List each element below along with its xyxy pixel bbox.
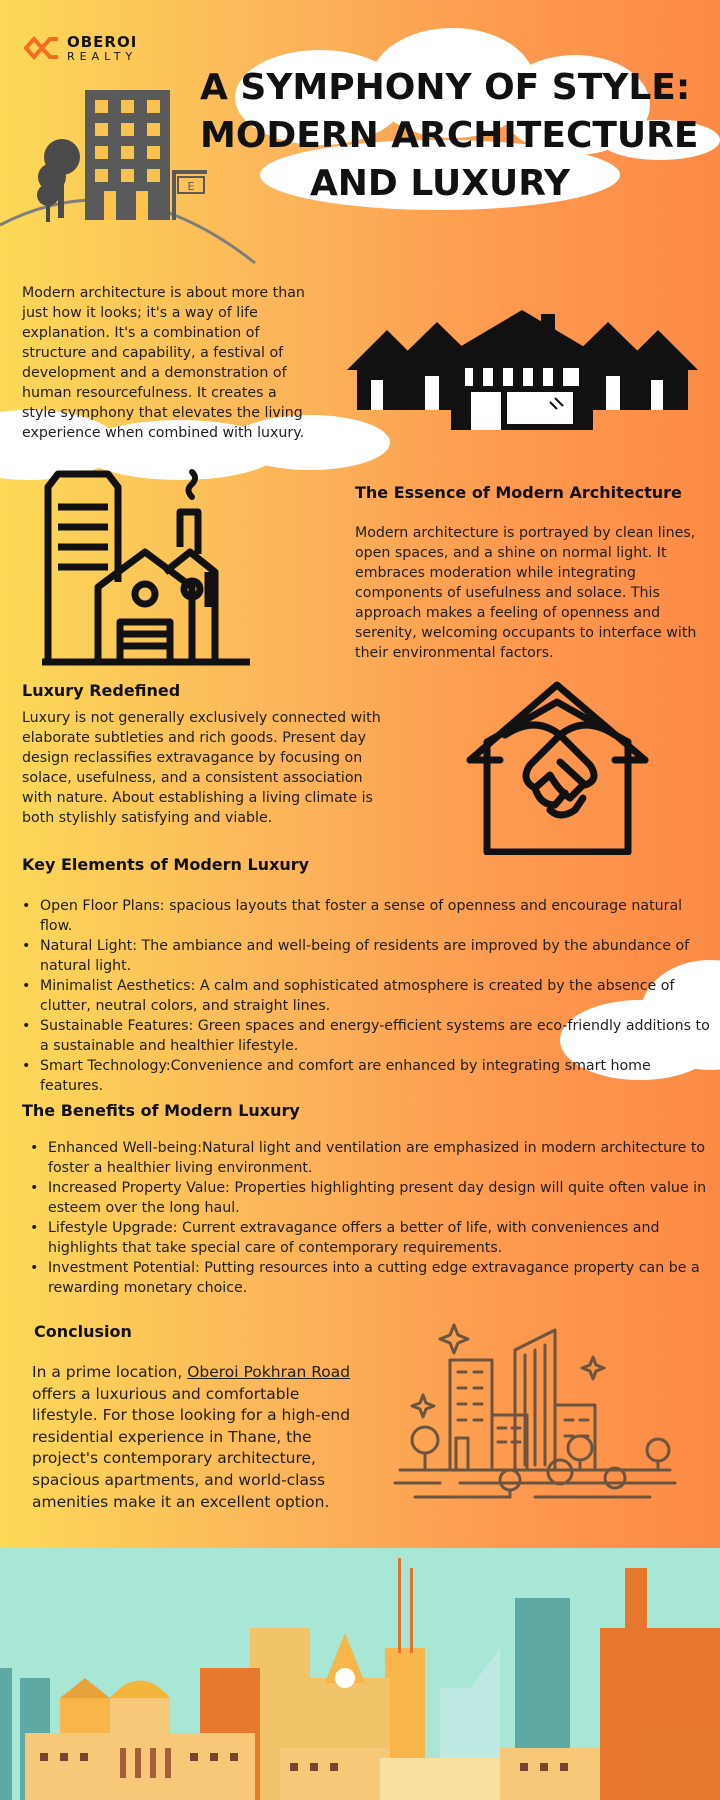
luxury-paragraph: Luxury is not generally exclusively connected with elaborate subtleties and rich goods. Present day design reclassifies extravagance by focusing on solace, usefulness, and a consistent association with nature. About establishing a living climate is both stylishly satisfying and viable. (22, 710, 381, 826)
sign-letter: E (187, 180, 195, 193)
list-item: • Open Floor Plans: spacious layouts that foster a sense of openness and encourage natural flow. (22, 896, 712, 936)
handshake-icon (465, 680, 650, 855)
page-title (200, 64, 699, 208)
benefits-heading: The Benefits of Modern Luxury (22, 1101, 300, 1120)
list-item: • Minimalist Aesthetics: A calm and sophisticated atmosphere is created by the absence of clutter, neutral colors, and straight lines. (22, 976, 712, 1016)
title-line-3: AND LUXURY (309, 163, 571, 204)
luxury-heading: Luxury Redefined (22, 681, 181, 700)
list-item: • Natural Light: The ambiance and well-being of residents are improved by the abundance of natural light. (22, 936, 712, 976)
essence-heading: The Essence of Modern Architecture (355, 483, 682, 502)
list-item: • Increased Property Value: Properties highlighting present day design will quite often value in esteem over the long haul. (30, 1178, 710, 1218)
conclusion-heading: Conclusion (34, 1322, 132, 1341)
brand-name: OBEROI (67, 32, 138, 51)
conclusion-text-before: In a prime location, (32, 1363, 188, 1381)
key-elements-heading: Key Elements of Modern Luxury (22, 855, 310, 874)
brand-subtitle: REALTY (67, 49, 138, 63)
brand-logo[interactable] (22, 34, 137, 62)
list-item: • Sustainable Features: Green spaces and energy-efficient systems are eco-friendly additions to a sustainable and healthier lifestyle. (22, 1016, 712, 1056)
factory-icon (40, 462, 250, 667)
oberoi-logo-icon (22, 34, 62, 62)
key-elements-list (22, 896, 712, 1096)
list-item: • Enhanced Well-being:Natural light and ventilation are emphasized in modern architecture to foster a healthier living environment. (30, 1138, 710, 1178)
city-line-icon (390, 1320, 680, 1520)
oberoi-pokhran-road-link[interactable]: Oberoi Pokhran Road (187, 1363, 351, 1381)
title-line-1: A SYMPHONY OF STYLE: (200, 67, 691, 108)
essence-paragraph: Modern architecture is portrayed by clean lines, open spaces, and a shine on normal light. It embraces moderation while integrating components of usefulness and solace. This approach makes a feeling of openness and serenity, welcoming occupants to interface with their environmental factors. (355, 525, 697, 661)
conclusion-text-after: offers a luxurious and comfortable lifestyle. For those looking for a high-end residential experience in Thane, the project's contemporary architecture, spacious apartments, and world-class amenities make it an excellent option. (32, 1384, 351, 1511)
benefits-list (30, 1138, 710, 1298)
list-item: • Lifestyle Upgrade: Current extravagance offers a better of life, with conveniences and highlights that take special care of contemporary requirements. (30, 1218, 710, 1258)
intro-paragraph: Modern architecture is about more than just how it looks; it's a way of life explanation. It's a combination of structure and capability, a festival of development and a demonstration of human resourcefulness. It creates a style symphony that elevates the living experience when combined with luxury. (22, 285, 305, 441)
houses-icon (345, 310, 700, 430)
city-skyline-illustration (0, 1548, 720, 1800)
title-line-2: MODERN ARCHITECTURE (200, 115, 699, 156)
list-item: • Investment Potential: Putting resources into a cutting edge extravagance property can be a rewarding monetary choice. (30, 1258, 710, 1298)
list-item: • Smart Technology:Convenience and comfort are enhanced by integrating smart home features. (22, 1056, 712, 1096)
conclusion-paragraph (32, 1362, 367, 1513)
